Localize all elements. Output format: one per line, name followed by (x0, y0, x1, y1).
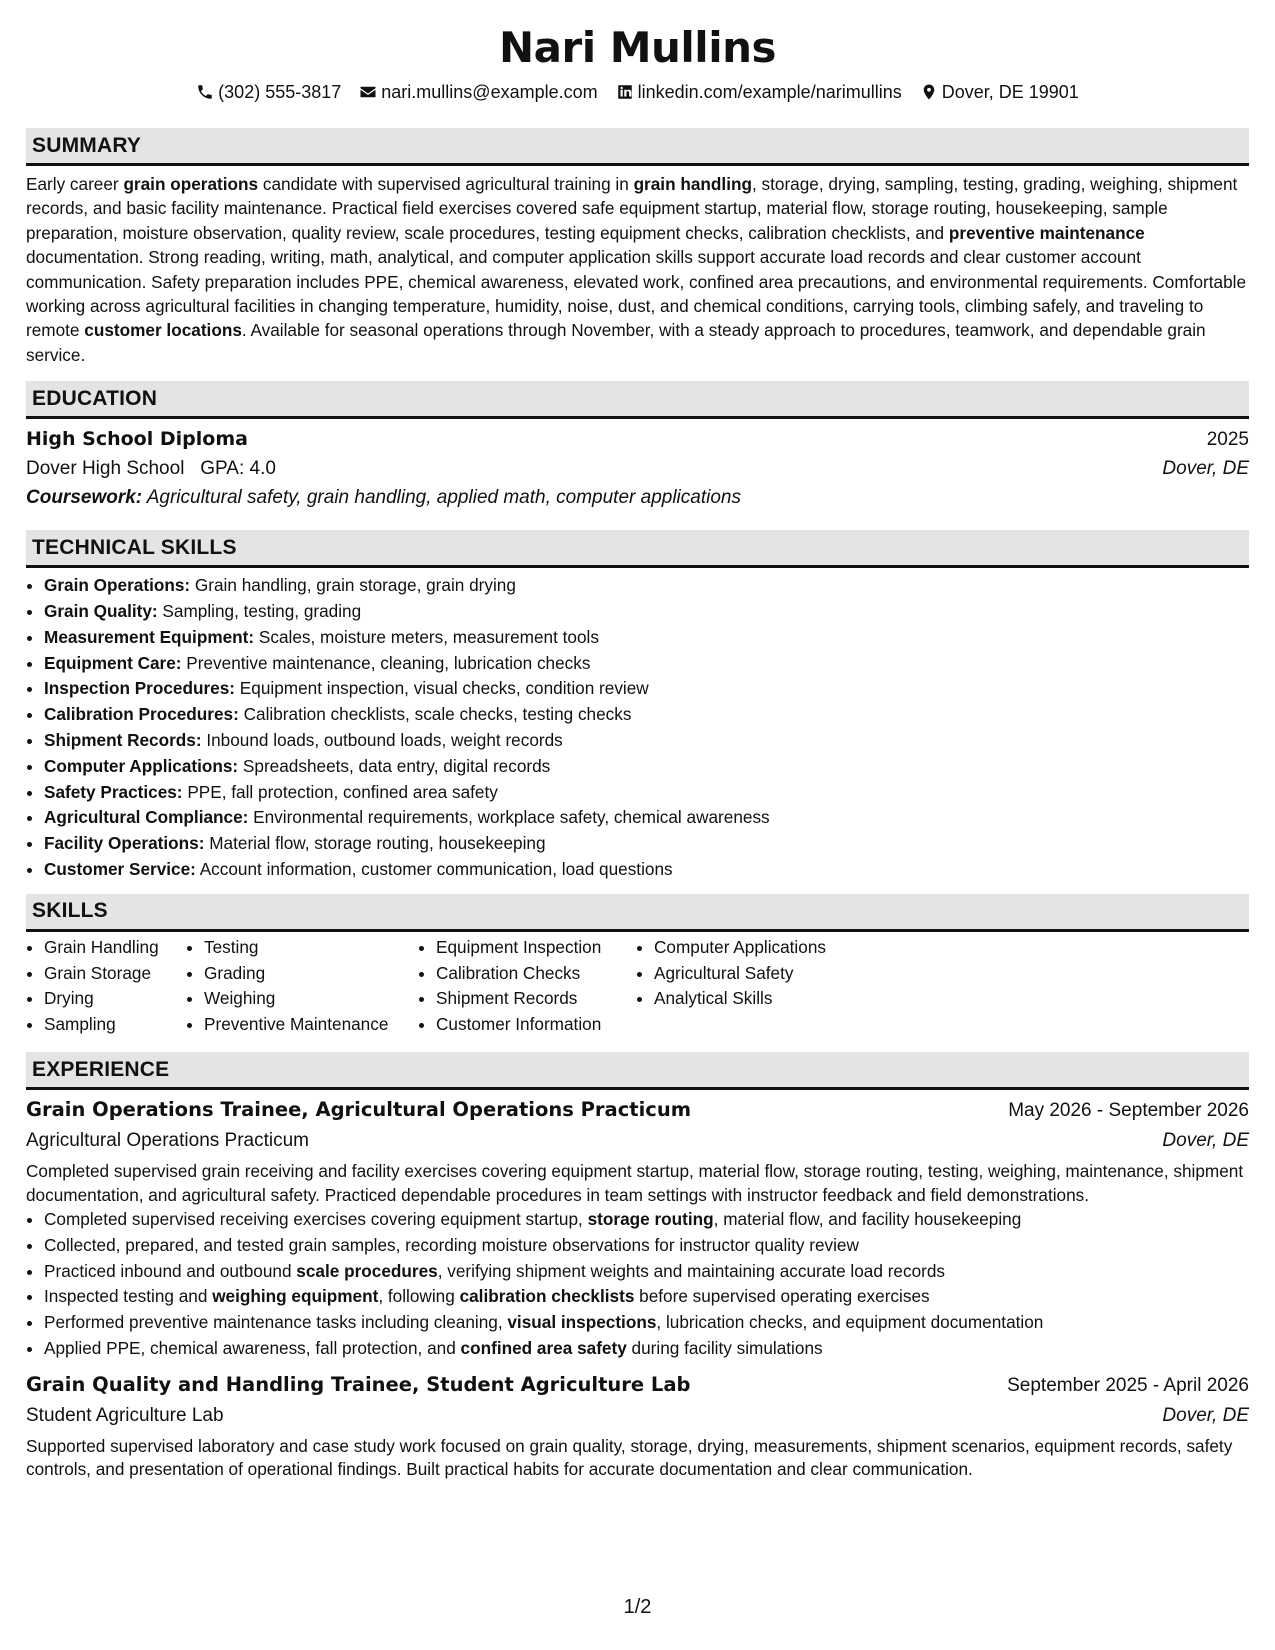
technical-skill-value: PPE, fall protection, confined area safety (182, 781, 498, 802)
technical-skill-label: Shipment Records: (44, 730, 202, 751)
experience-list (26, 1095, 1249, 1482)
skills-grid (26, 935, 1249, 1038)
emphasis-text: customer locations (84, 320, 242, 341)
technical-skill-label: Measurement Equipment: (44, 626, 255, 647)
technical-skill-label: Inspection Procedures: (44, 678, 236, 699)
emphasis-text: scale procedures (296, 1260, 438, 1281)
coursework-line (26, 483, 1249, 512)
emphasis-text: grain operations (123, 174, 259, 194)
technical-skill-item (44, 702, 1249, 728)
technical-skill-item (44, 754, 1249, 780)
map-pin-icon (920, 83, 938, 101)
job-description: Supported supervised laboratory and case study work focused on grain quality, storage, drying, measurements, shipment scenarios, equipment records, safety controls, and presentation of operational findings. Built practical habits for accurate documentation and clear communication. (26, 1435, 1233, 1480)
emphasis-text: grain handling (633, 174, 752, 194)
technical-skill-value: Grain handling, grain storage, grain drying (190, 575, 516, 596)
job-dates: May 2026 - September 2026 (1008, 1100, 1249, 1121)
job-organization: Agricultural Operations Practicum (26, 1130, 309, 1151)
technical-skill-label: Agricultural Compliance: (44, 807, 249, 828)
job-title-row (26, 1370, 1249, 1401)
contact-bar (26, 78, 1249, 106)
technical-skill-value: Spreadsheets, data entry, digital records (238, 755, 551, 776)
skill-item: • Analytical Skills (654, 986, 856, 1012)
education-school-row (26, 454, 1249, 483)
job-description: Completed supervised grain receiving and facility exercises covering equipment startup, material flow, storage routing, testing, weighing, maintenance, shipment documentation, and agricultural safety. Practiced dependable procedures in team settings with instructor feedback and field demonstrations. (26, 1161, 1244, 1205)
technical-skill-value: Sampling, testing, grading (157, 601, 362, 622)
skill-item: • Shipment Records (436, 986, 636, 1012)
job-title-row (26, 1095, 1249, 1126)
technical-skill-value: Inbound loads, outbound loads, weight records (201, 730, 563, 751)
emphasis-text: confined area safety (460, 1337, 627, 1358)
skills-column (418, 935, 636, 1038)
job-bullet: • Collected, prepared, and tested grain samples, recording moisture observations for instructor quality review (44, 1233, 1249, 1259)
skill-item: • Calibration Checks (436, 961, 636, 987)
coursework-text: Agricultural safety, grain handling, applied math, computer applications (142, 487, 741, 509)
page-number: 1/2 (623, 1596, 652, 1618)
technical-skill-item (44, 676, 1249, 702)
job-bullet: • Applied PPE, chemical awareness, fall protection, and confined area safety during facility simulations (44, 1336, 1249, 1362)
job-dates: September 2025 - April 2026 (1007, 1374, 1249, 1396)
experience-section (26, 1052, 1249, 1482)
technical-skill-value: Material flow, storage routing, housekeeping (204, 833, 546, 854)
linkedin-icon (616, 83, 634, 101)
skill-item: • Customer Information (436, 1012, 636, 1038)
technical-skill-label: Customer Service: (44, 859, 196, 880)
job-bullets (26, 1207, 1249, 1362)
skill-item: • Grading (204, 961, 418, 987)
job-entry (26, 1095, 1249, 1362)
technical-skill-item (44, 857, 1249, 883)
technical-skill-label: Grain Operations: (44, 575, 191, 596)
job-bullet: • Practiced inbound and outbound scale procedures, verifying shipment weights and maintaining accurate load records (44, 1259, 1249, 1285)
technical-skill-item (44, 780, 1249, 806)
location-text: Dover, DE 19901 (941, 82, 1079, 102)
technical-skill-item (44, 728, 1249, 754)
skill-item: • Testing (204, 935, 418, 961)
section-header-experience: EXPERIENCE (26, 1052, 1249, 1090)
school-name: Dover High School (26, 458, 185, 480)
emphasis-text: calibration checklists (459, 1286, 635, 1307)
job-location: Dover, DE (1162, 1130, 1249, 1151)
gpa: GPA: 4.0 (200, 458, 276, 480)
section-header-technical-skills: TECHNICAL SKILLS (26, 530, 1249, 568)
technical-skill-label: Computer Applications: (44, 755, 239, 776)
technical-skills-list (26, 573, 1249, 883)
contact-phone (196, 78, 341, 106)
degree: High School Diploma (26, 428, 248, 451)
section-header-education: EDUCATION (26, 381, 1249, 419)
summary-section (26, 128, 1249, 367)
technical-skill-value: Preventive maintenance, cleaning, lubrication checks (181, 652, 591, 673)
phone-text: (302) 555-3817 (218, 82, 342, 102)
technical-skill-label: Facility Operations: (44, 833, 205, 854)
emphasis-text: visual inspections (507, 1312, 657, 1333)
section-header-skills: SKILLS (26, 894, 1249, 932)
emphasis-text: weighing equipment (212, 1286, 379, 1307)
education-degree-row (26, 425, 1249, 454)
technical-skill-value: Scales, moisture meters, measurement tools (254, 626, 599, 647)
candidate-name: Nari Mullins (498, 23, 776, 72)
coursework-label: Coursework: (26, 487, 143, 509)
technical-skill-label: Safety Practices: (44, 781, 183, 802)
emphasis-text: storage routing (587, 1209, 714, 1229)
skills-column (186, 935, 418, 1038)
skill-item: • Preventive Maintenance (204, 1012, 418, 1038)
emphasis-text: preventive maintenance (948, 222, 1145, 243)
technical-skill-value: Calibration checklists, scale checks, testing checks (238, 704, 632, 725)
contact-email[interactable] (359, 78, 597, 106)
contact-linkedin[interactable] (616, 78, 902, 106)
technical-skill-label: Calibration Procedures: (44, 704, 239, 725)
contact-location (920, 78, 1079, 106)
graduation-year: 2025 (1206, 429, 1249, 451)
technical-skill-value: Environmental requirements, workplace safety, chemical awareness (248, 807, 770, 828)
skill-item: • Agricultural Safety (654, 961, 856, 987)
technical-skill-item (44, 625, 1249, 651)
section-header-summary: SUMMARY (26, 128, 1249, 166)
job-organization: Student Agriculture Lab (26, 1404, 224, 1426)
skill-item: • Equipment Inspection (436, 935, 636, 961)
technical-skills-section (26, 530, 1249, 883)
job-title: Grain Quality and Handling Trainee, Student Agriculture Lab (26, 1372, 691, 1396)
skill-item: • Sampling (44, 1012, 186, 1038)
skill-item: • Grain Storage (44, 961, 186, 987)
job-bullet: • Completed supervised receiving exercises covering equipment startup, storage routing, material flow, and facility housekeeping (44, 1207, 1249, 1233)
email-link[interactable]: nari.mullins@example.com (381, 82, 598, 102)
job-bullet: • Inspected testing and weighing equipment, following calibration checklists before supervised operating exercises (44, 1284, 1249, 1310)
job-entry (26, 1370, 1249, 1482)
technical-skill-item (44, 831, 1249, 857)
school-location: Dover, DE (1162, 458, 1249, 480)
school-line (26, 454, 276, 483)
skill-item: • Weighing (204, 986, 418, 1012)
technical-skill-item (44, 805, 1249, 831)
phone-icon (196, 83, 214, 101)
technical-skill-value: Account information, customer communication, load questions (195, 859, 673, 880)
job-org-row (26, 1126, 1249, 1156)
technical-skill-label: Equipment Care: (44, 652, 182, 673)
technical-skill-label: Grain Quality: (44, 601, 158, 622)
skills-column (636, 935, 856, 1038)
technical-skill-value: Equipment inspection, visual checks, condition review (235, 678, 649, 699)
technical-skill-item (44, 599, 1249, 625)
job-location: Dover, DE (1162, 1404, 1249, 1426)
skill-item: • Computer Applications (654, 935, 856, 961)
skill-item: • Drying (44, 986, 186, 1012)
education-section (26, 381, 1249, 512)
job-org-row (26, 1401, 1249, 1431)
skills-section (26, 894, 1249, 1038)
skills-column (26, 935, 186, 1038)
skill-item: • Grain Handling (44, 935, 186, 961)
technical-skill-item (44, 573, 1249, 599)
job-bullet: • Performed preventive maintenance tasks including cleaning, visual inspections, lubrication checks, and equipment documentation (44, 1310, 1249, 1336)
technical-skill-item (44, 651, 1249, 677)
summary-text: Early career grain operations candidate with supervised agricultural training in grain handling, storage, drying, sampling, testing, grading, weighing, shipment records, and basic facility maintenance. Practical field exercises covered safe equipment startup, material flow, storage routing, housekeeping, sample preparation, moisture observation, quality review, scale procedures, testing equipment checks, calibration checklists, and preventive maintenance documentation. Strong reading, writing, math, analytical, and computer application skills support accurate load records and clear customer account communication. Safety preparation includes PPE, chemical awareness, elevated work, confined area precautions, and environmental requirements. Comfortable working across agricultural facilities in changing temperature, humidity, noise, dust, and chemical conditions, carrying tools, climbing safely, and traveling to remote customer locations. Available for seasonal operations through November, with a steady approach to procedures, teamwork, and dependable grain service. (26, 174, 1247, 365)
job-title: Grain Operations Trainee, Agricultural Operations Practicum (26, 1098, 692, 1121)
linkedin-link[interactable]: linkedin.com/example/narimullins (637, 82, 902, 102)
envelope-icon (359, 83, 377, 101)
